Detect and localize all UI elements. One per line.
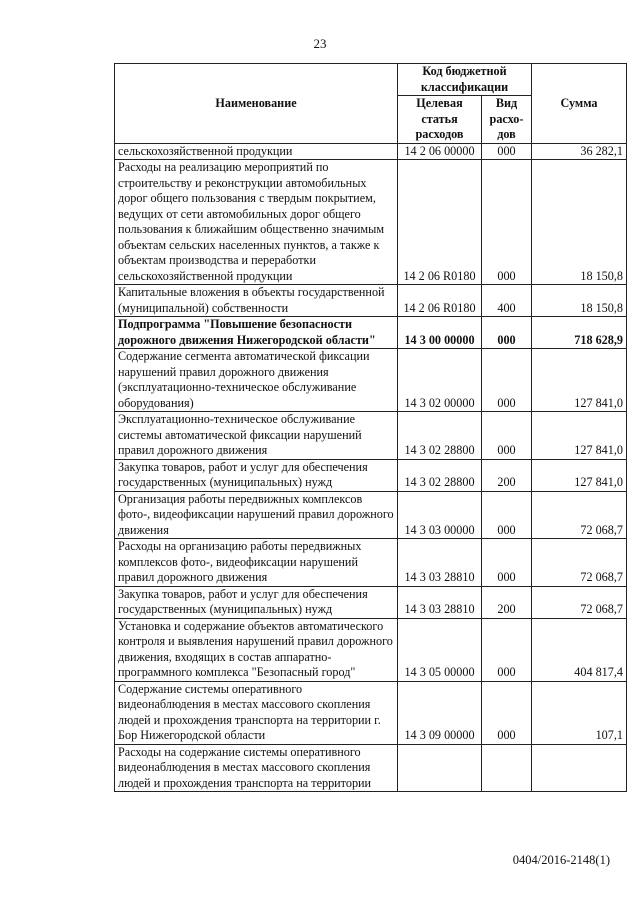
- row-kind-cell: 000: [482, 317, 532, 349]
- row-sum-cell: 127 841,0: [532, 412, 627, 460]
- row-name-cell: Капитальные вложения в объекты государственной (муниципальной) собственности: [115, 285, 398, 317]
- row-kind-cell: 200: [482, 586, 532, 618]
- table-row: [115, 160, 627, 285]
- row-code-cell: 14 3 05 00000: [398, 618, 482, 681]
- row-sum-cell: 718 628,9: [532, 317, 627, 349]
- row-sum-cell: 107,1: [532, 681, 627, 744]
- row-code-cell: 14 3 02 28800: [398, 412, 482, 460]
- row-sum-cell: 36 282,1: [532, 143, 627, 160]
- row-kind-cell: 000: [482, 143, 532, 160]
- header-sum: Сумма: [532, 64, 627, 144]
- row-sum-cell: 18 150,8: [532, 285, 627, 317]
- table-row: [115, 412, 627, 460]
- row-sum-cell: 72 068,7: [532, 586, 627, 618]
- row-code-cell: 14 3 09 00000: [398, 681, 482, 744]
- table-row: [115, 491, 627, 539]
- row-code-cell: 14 3 03 00000: [398, 491, 482, 539]
- row-kind-cell: 000: [482, 681, 532, 744]
- row-kind-cell: 400: [482, 285, 532, 317]
- header-target: Целевая статья расходов: [398, 96, 482, 144]
- row-code-cell: 14 2 06 R0180: [398, 160, 482, 285]
- row-kind-cell: 000: [482, 491, 532, 539]
- row-kind-cell: [482, 744, 532, 792]
- table-body: [115, 143, 627, 792]
- table-row: [115, 539, 627, 587]
- row-name-cell: Закупка товаров, работ и услуг для обеспечения государственных (муниципальных) нужд: [115, 459, 398, 491]
- table-row: [115, 681, 627, 744]
- row-name-cell: Закупка товаров, работ и услуг для обеспечения государственных (муниципальных) нужд: [115, 586, 398, 618]
- table-row: [115, 744, 627, 792]
- row-sum-cell: 127 841,0: [532, 349, 627, 412]
- row-sum-cell: 72 068,7: [532, 491, 627, 539]
- row-code-cell: 14 3 03 28810: [398, 539, 482, 587]
- row-name-cell: Содержание сегмента автоматической фиксации нарушений правил дорожного движения (эксплуатационно-техническое обслуживание оборудования): [115, 349, 398, 412]
- row-code-cell: 14 2 06 R0180: [398, 285, 482, 317]
- row-name-cell: Расходы на реализацию мероприятий по строительству и реконструкции автомобильных дорог общего пользования с твердым покрытием, ведущих от сети автомобильных дорог общего пользования к ближайшим общественно значимым объектам сельских населенных пунктов, а также к объектам производства и переработки сельскохозяйственной продукции: [115, 160, 398, 285]
- row-code-cell: 14 3 02 00000: [398, 349, 482, 412]
- document-number: 0404/2016-2148(1): [512, 853, 610, 867]
- row-name-cell: Подпрограмма "Повышение безопасности дорожного движения Нижегородской области": [115, 317, 398, 349]
- row-name-cell: Эксплуатационно-техническое обслуживание системы автоматической фиксации нарушений правил дорожного движения: [115, 412, 398, 460]
- row-sum-cell: 72 068,7: [532, 539, 627, 587]
- row-name-cell: сельскохозяйственной продукции: [115, 143, 398, 160]
- header-kind: Вид расхо-дов: [482, 96, 532, 144]
- row-code-cell: 14 3 03 28810: [398, 586, 482, 618]
- table-row: [115, 586, 627, 618]
- row-sum-cell: [532, 744, 627, 792]
- header-name: Наименование: [115, 64, 398, 144]
- row-kind-cell: 000: [482, 349, 532, 412]
- row-sum-cell: 18 150,8: [532, 160, 627, 285]
- row-kind-cell: 200: [482, 459, 532, 491]
- table-row: [115, 349, 627, 412]
- row-code-cell: 14 2 06 00000: [398, 143, 482, 160]
- row-sum-cell: 404 817,4: [532, 618, 627, 681]
- header-code-group: Код бюджетной классификации: [398, 64, 532, 96]
- page-number: 23: [313, 36, 327, 51]
- table-row: [115, 317, 627, 349]
- table-row: [115, 459, 627, 491]
- row-code-cell: 14 3 02 28800: [398, 459, 482, 491]
- row-name-cell: Содержание системы оперативного видеонаблюдения в местах массового скопления людей и прохождения транспорта на территории г. Бор Нижегородской области: [115, 681, 398, 744]
- row-name-cell: Расходы на содержание системы оперативного видеонаблюдения в местах массового скопления людей и прохождения транспорта на территории: [115, 744, 398, 792]
- table-row: [115, 285, 627, 317]
- row-name-cell: Установка и содержание объектов автоматического контроля и выявления нарушений правил дорожного движения, входящих в состав аппаратно-программного комплекса "Безопасный город": [115, 618, 398, 681]
- row-kind-cell: 000: [482, 160, 532, 285]
- table-row: [115, 143, 627, 160]
- row-code-cell: 14 3 00 00000: [398, 317, 482, 349]
- row-name-cell: Организация работы передвижных комплексов фото-, видеофиксации нарушений правил дорожного движения: [115, 491, 398, 539]
- table-row: [115, 618, 627, 681]
- row-kind-cell: 000: [482, 618, 532, 681]
- row-code-cell: [398, 744, 482, 792]
- row-kind-cell: 000: [482, 412, 532, 460]
- row-name-cell: Расходы на организацию работы передвижных комплексов фото-, видеофиксации нарушений правил дорожного движения: [115, 539, 398, 587]
- row-sum-cell: 127 841,0: [532, 459, 627, 491]
- row-kind-cell: 000: [482, 539, 532, 587]
- budget-table: [114, 63, 627, 792]
